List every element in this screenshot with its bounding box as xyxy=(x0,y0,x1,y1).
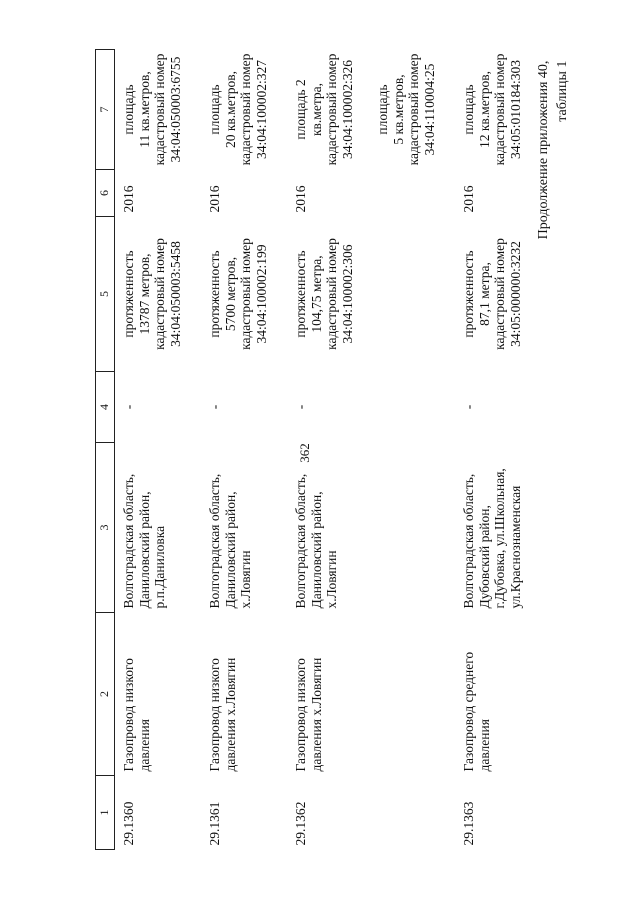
page-number: 362 xyxy=(297,443,312,463)
area-line: 11 кв.метров, xyxy=(136,71,152,148)
year: 2016 xyxy=(461,185,476,213)
column-number: 5 xyxy=(96,217,115,372)
column-number: 1 xyxy=(96,776,115,850)
column-4-value: - xyxy=(207,404,222,410)
length-line: 13787 метров, xyxy=(136,253,152,335)
object-address: Волгоградская область, Даниловский район, х.Ловягин xyxy=(293,473,339,609)
column-number: 3 xyxy=(96,443,115,613)
area-line: 34:04:100002:326 xyxy=(339,60,355,160)
row-number: 29.1360 xyxy=(121,801,136,846)
year: 2016 xyxy=(207,185,222,213)
column-4-value: - xyxy=(461,404,476,410)
length-line: кадастровый номер xyxy=(152,238,167,350)
length-line: кадастровый номер xyxy=(238,238,253,350)
length-line: кадастровый номер xyxy=(324,238,339,350)
length-cell xyxy=(115,217,202,372)
object-address: Волгоградская область, Даниловский район, х.Ловягин xyxy=(207,473,253,609)
column-4-value: - xyxy=(293,404,308,410)
continuation-line-2: таблицы 1 xyxy=(555,60,570,122)
length-line: протяженность xyxy=(207,250,222,338)
area-line: 34:04:050003:6755 xyxy=(167,56,183,163)
area-line: площадь xyxy=(121,84,136,135)
length-cell xyxy=(455,217,541,372)
area-cell xyxy=(455,50,541,170)
length-line: 34:04:100002:199 xyxy=(253,244,269,344)
area-cell xyxy=(287,50,455,170)
area-line: кадастровый номер xyxy=(324,53,339,166)
row-number: 29.1361 xyxy=(207,801,222,846)
length-line: 5700 метров, xyxy=(222,256,238,332)
area-cell xyxy=(115,50,202,170)
object-name: Газопровод низкого давления х.Ловягин xyxy=(207,657,238,772)
row-number: 29.1362 xyxy=(293,801,308,846)
object-name: Газопровод низкого давления х.Ловягин xyxy=(293,657,324,772)
length-line: протяженность xyxy=(461,250,476,338)
column-number: 2 xyxy=(96,613,115,776)
column-number: 4 xyxy=(96,372,115,443)
year: 2016 xyxy=(293,185,308,213)
column-4-value: - xyxy=(121,404,136,410)
area-cell xyxy=(201,50,287,170)
area-line: площадь xyxy=(207,84,222,135)
length-line: 34:05:000000:3232 xyxy=(507,241,523,347)
area-line: площадь xyxy=(375,84,390,135)
table-row xyxy=(201,50,287,850)
table-row xyxy=(287,50,455,850)
length-line: протяженность xyxy=(293,250,308,338)
length-line: 104,75 метра, xyxy=(308,255,324,333)
year: 2016 xyxy=(121,185,136,213)
area-line: 5 кв.метров, xyxy=(390,74,406,145)
area-line: 12 кв.метров, xyxy=(476,70,492,149)
object-address: Волгоградская область, Дубовский район, г.Дубовка, ул.Школьная, ул.Краснознаменская xyxy=(461,468,523,609)
area-line: кадастровый номер xyxy=(238,53,253,166)
rotated-table-container xyxy=(95,50,595,850)
area-line: площадь xyxy=(461,84,476,135)
column-number-row xyxy=(96,50,115,850)
continuation-line-1: Продолжение приложения 40, xyxy=(536,60,551,240)
column-number: 6 xyxy=(96,170,115,217)
length-line: 87,1 метра, xyxy=(476,262,492,326)
area-line: 34:04:100002:327 xyxy=(253,60,269,160)
length-line: кадастровый номер xyxy=(492,238,507,350)
registry-table xyxy=(95,49,541,850)
area-line: кадастровый номер xyxy=(152,53,167,166)
row-number: 29.1363 xyxy=(461,801,476,846)
area-line: кадастровый номер xyxy=(406,53,421,166)
column-number: 7 xyxy=(96,50,115,170)
length-line: 34:04:100002:306 xyxy=(339,244,355,344)
area-line: площадь 2 кв.метра, xyxy=(293,79,324,140)
object-name: Газопровод низкого давления xyxy=(121,658,152,772)
area-line: 20 кв.метров, xyxy=(222,70,238,149)
area-line: 34:05:010184:303 xyxy=(507,60,523,160)
area-line: 34:04:110004:25 xyxy=(421,63,437,156)
length-cell xyxy=(201,217,287,372)
length-line: 34:04:050003:5458 xyxy=(167,241,183,347)
table-row xyxy=(455,50,541,850)
length-cell xyxy=(287,217,455,372)
object-address: Волгоградская область, Даниловский район, р.п.Даниловка xyxy=(121,473,167,609)
object-name: Газопровод среднего давления xyxy=(461,651,492,772)
length-line: протяженность xyxy=(121,250,136,338)
area-line: кадастровый номер xyxy=(492,53,507,166)
area-spacer xyxy=(355,54,375,166)
table-row xyxy=(115,50,202,850)
